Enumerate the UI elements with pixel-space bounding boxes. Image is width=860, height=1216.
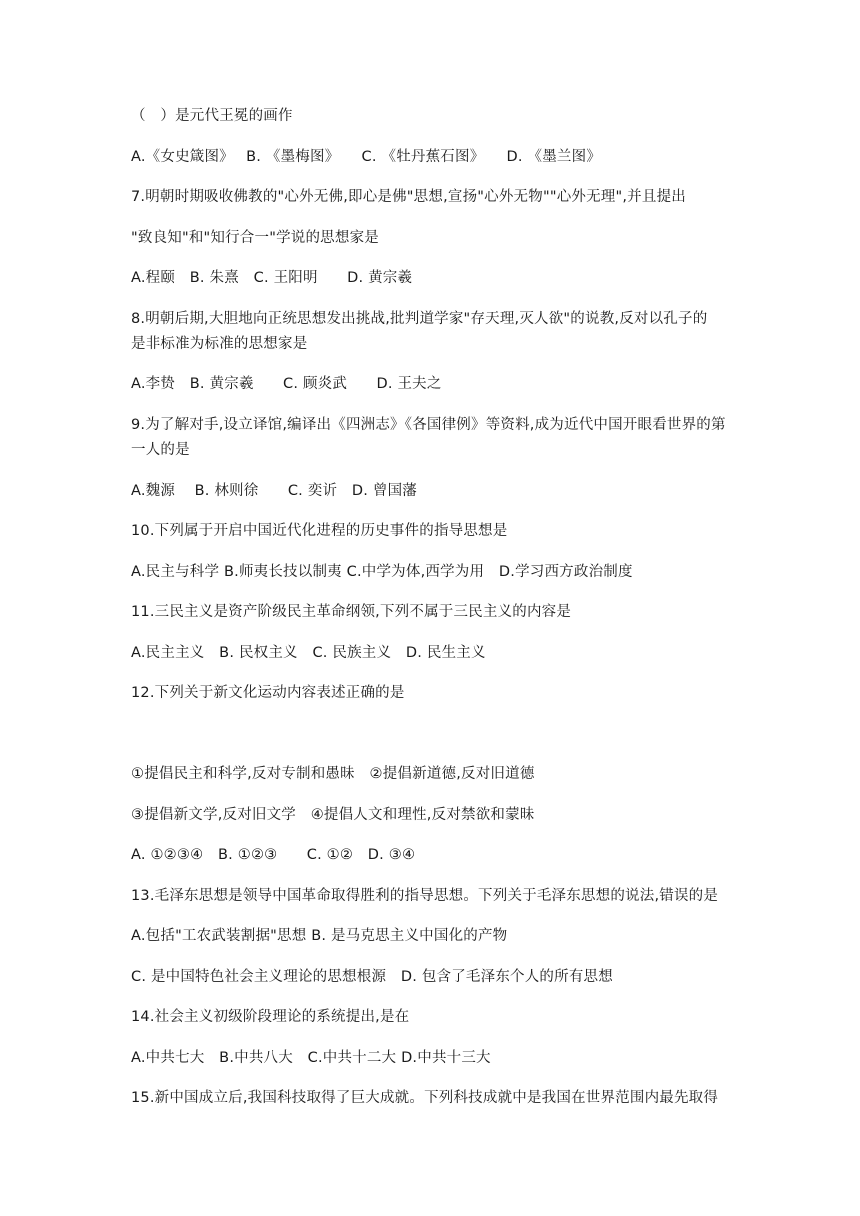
question-12-options: A. ①②③④ B. ①②③ C. ①② D. ③④	[131, 847, 416, 863]
question-9-stem-line-1: 9.为了解对手,设立译馆,编译出《四洲志》《各国律例》等资料,成为近代中国开眼看世界的第	[131, 417, 726, 433]
question-8-stem-line-1: 8.明朝后期,大胆地向正统思想发出挑战,批判道学家"存天理,灭人欲"的说教,反对以孔子的	[131, 311, 708, 327]
question-8-stem-line-2: 是非标准为标准的思想家是	[131, 336, 308, 352]
question-7-stem-line-2: "致良知"和"知行合一"学说的思想家是	[131, 230, 379, 246]
question-8-options: A.李贽 B. 黄宗羲 C. 顾炎武 D. 王夫之	[131, 376, 442, 392]
question-15-stem: 15.新中国成立后,我国科技取得了巨大成就。下列科技成就中是我国在世界范围内最先取得	[131, 1090, 719, 1106]
question-13-stem: 13.毛泽东思想是领导中国革命取得胜利的指导思想。下列关于毛泽东思想的说法,错误的是	[131, 888, 719, 904]
question-12-statements-line-2: ③提倡新文学,反对旧文学 ④提倡人文和理性,反对禁欲和蒙昧	[131, 807, 535, 823]
question-7-options: A.程颐 B. 朱熹 C. 王阳明 D. 黄宗羲	[131, 270, 413, 286]
question-13-options-line-2: C. 是中国特色社会主义理论的思想根源 D. 包含了毛泽东个人的所有思想	[131, 969, 613, 985]
question-14-stem: 14.社会主义初级阶段理论的系统提出,是在	[131, 1009, 410, 1025]
question-13-options-line-1: A.包括"工农武装割据"思想 B. 是马克思主义中国化的产物	[131, 928, 508, 944]
question-10-stem: 10.下列属于开启中国近代化进程的历史事件的指导思想是	[131, 523, 508, 539]
question-7-stem-line-1: 7.明朝时期吸收佛教的"心外无佛,即心是佛"思想,宣扬"心外无物""心外无理",并且提出	[131, 189, 686, 205]
question-14-options: A.中共七大 B.中共八大 C.中共十二大 D.中共十三大	[131, 1050, 491, 1066]
question-10-options: A.民主与科学 B.师夷长技以制夷 C.中学为体,西学为用 D.学习西方政治制度	[131, 564, 633, 580]
question-11-stem: 11.三民主义是资产阶级民主革命纲领,下列不属于三民主义的内容是	[131, 604, 572, 620]
question-6-stem: （ ）是元代王冕的画作	[131, 108, 293, 124]
question-9-options: A.魏源 B. 林则徐 C. 奕䜣 D. 曾国藩	[131, 483, 417, 499]
question-6-options: A.《女史箴图》 B. 《墨梅图》 C. 《牡丹蕉石图》 D. 《墨兰图》	[131, 149, 602, 165]
question-9-stem-line-2: 一人的是	[131, 442, 190, 458]
question-12-stem: 12.下列关于新文化运动内容表述正确的是	[131, 685, 405, 701]
question-11-options: A.民主主义 B. 民权主义 C. 民族主义 D. 民生主义	[131, 645, 486, 661]
question-12-statements-line-1: ①提倡民主和科学,反对专制和愚昧 ②提倡新道德,反对旧道德	[131, 766, 535, 782]
